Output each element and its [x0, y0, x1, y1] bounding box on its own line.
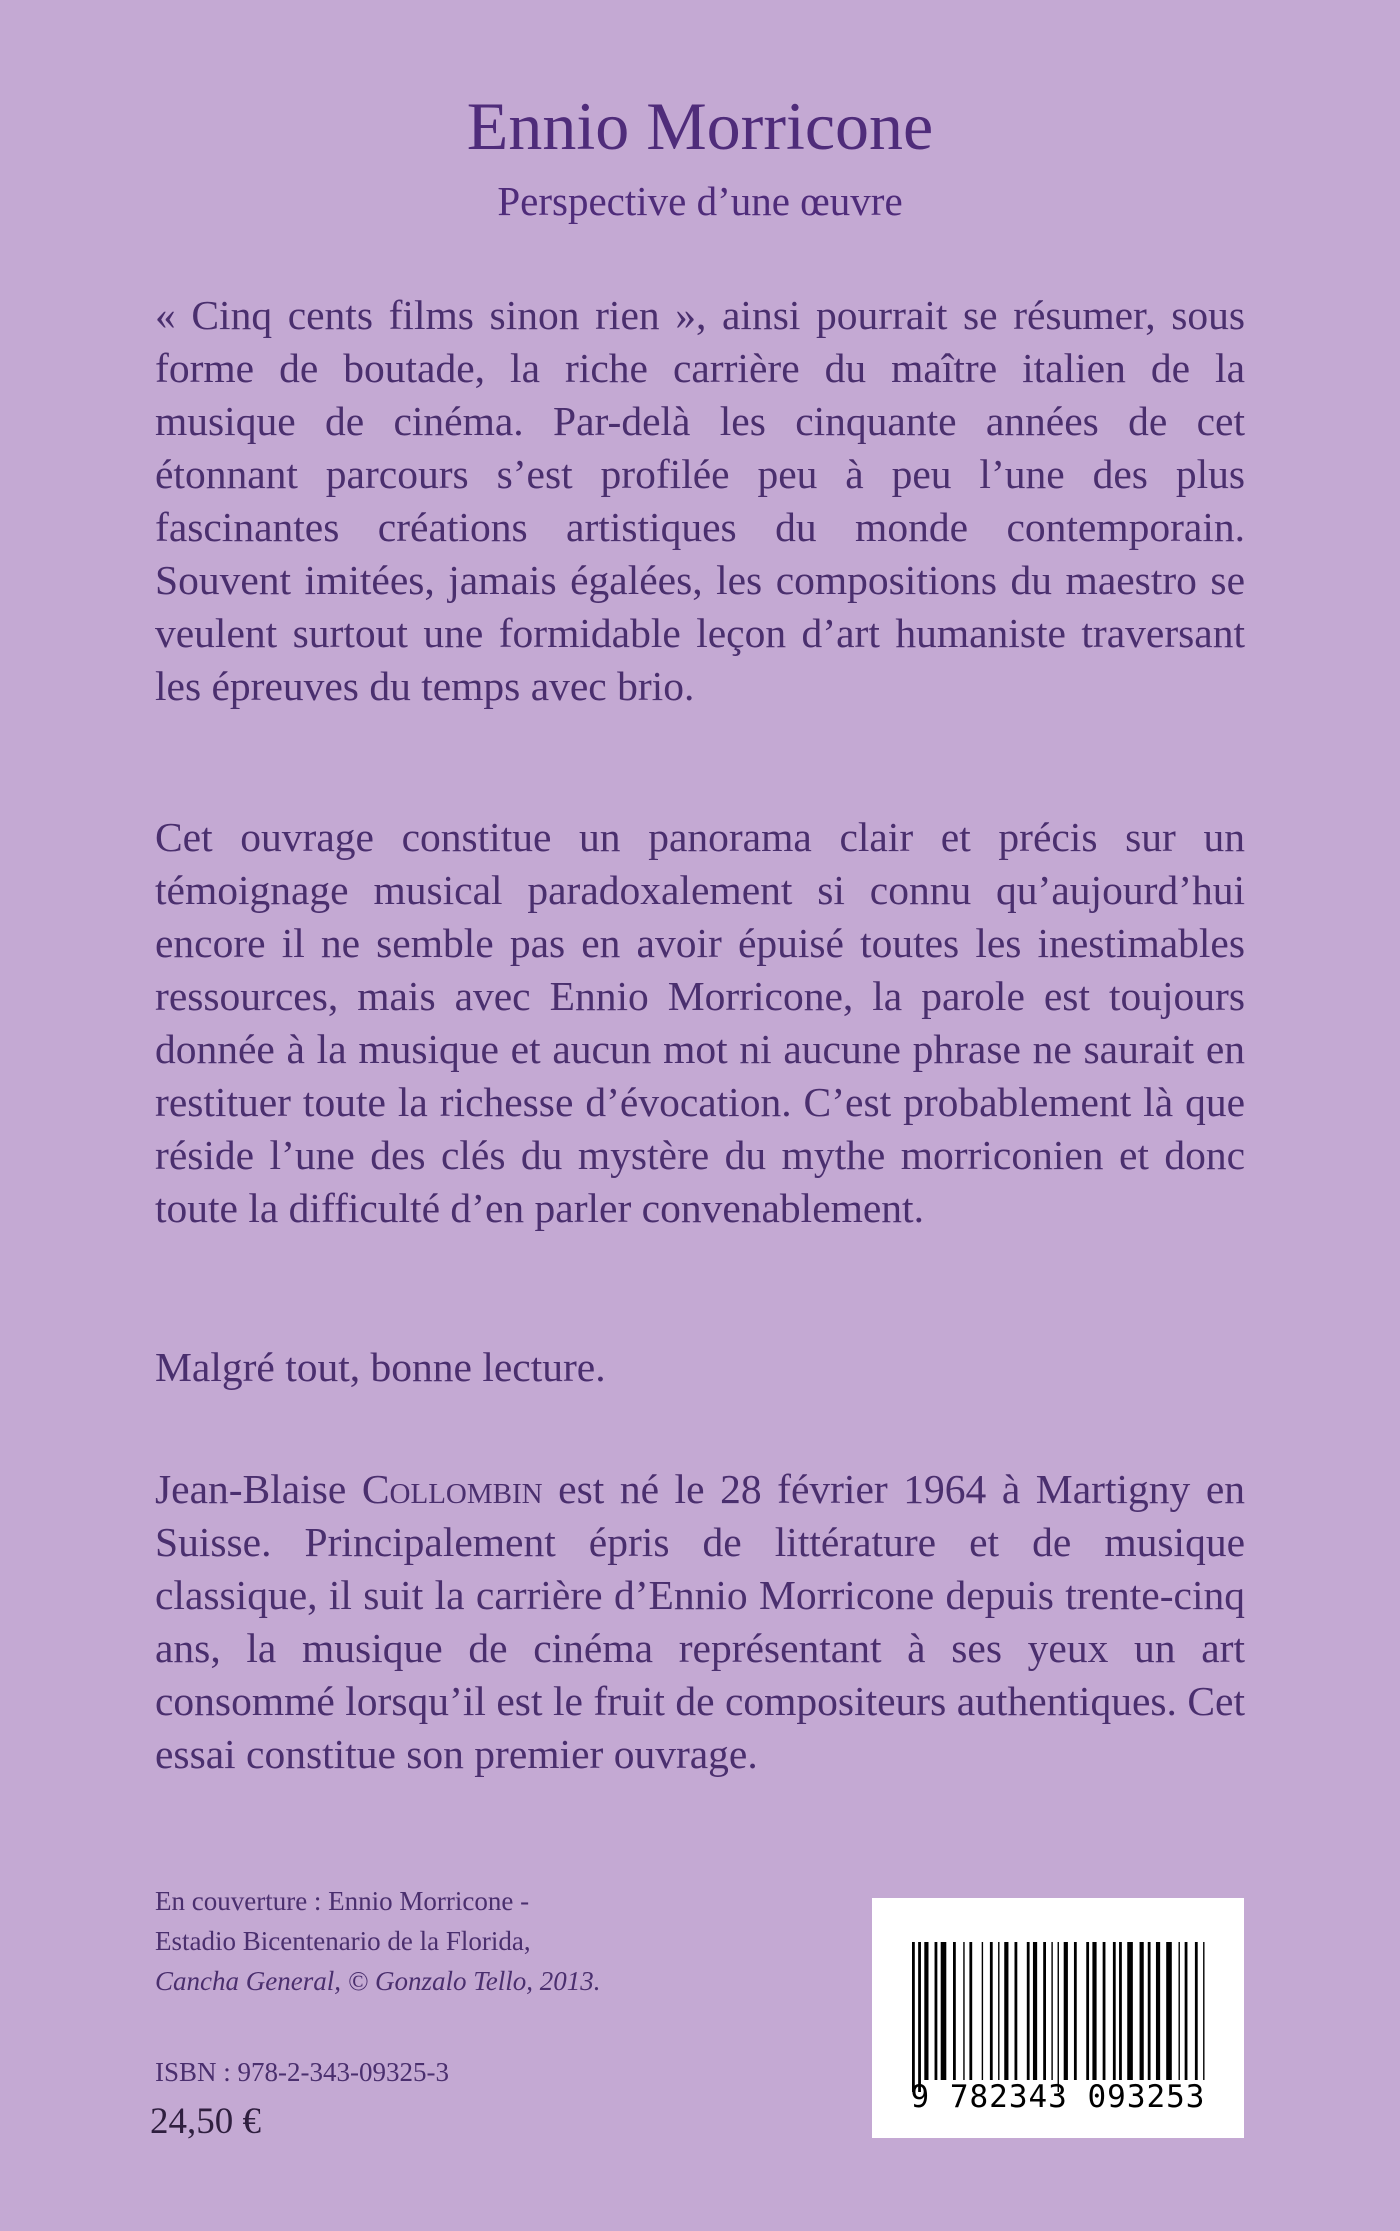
barcode-bar	[1051, 1942, 1052, 2080]
barcode-bar	[953, 1942, 956, 2080]
blurb-paragraph-2: Cet ouvrage constitue un panorama clair et précis sur un témoignage musical paradoxalement si connu qu’aujourd’hui encore il ne semble pas en avoir épuisé toutes les inestimables ressources, mais avec Ennio Morricone, la parole est toujours donnée à la musique et aucun mot ni aucune phrase ne saurait en restituer toute la richesse d’évocation. C’est probablement là que réside l’une des clés du mystère du mythe morriconien et donc toute la difficulté d’en parler convenablement.	[155, 814, 1245, 1231]
barcode-bar	[1185, 1942, 1188, 2080]
author-bio-text: est né le 28 février 1964 à Martigny en Suisse. Principalement épris de littérature et de musique classique, il suit la carrière d’Ennio Morricone depuis trente-cinq ans, la musique de cinéma représentant à ses yeux un art consommé lorsqu’il est le fruit de compositeurs authentiques. Cet essai constitue son premier ouvrage.	[155, 1466, 1245, 1777]
cover-credit-line-1: En couverture : Ennio Morricone -	[155, 1886, 530, 1916]
barcode-bar	[924, 1942, 928, 2080]
isbn: ISBN : 978-2-343-09325-3	[155, 2057, 449, 2087]
barcode-bar	[918, 1942, 921, 2092]
barcode-bar	[1033, 1942, 1037, 2080]
barcode-bar	[1179, 1942, 1180, 2080]
cover-credit-line-3: Cancha General, © Gonzalo Tello, 2013.	[155, 1966, 601, 1996]
barcode-bar	[982, 1942, 983, 2080]
barcode-bar	[1004, 1942, 1008, 2080]
barcode-bar	[1113, 1942, 1116, 2080]
barcode-bar	[1127, 1942, 1133, 2080]
author-bio	[155, 1463, 1245, 1781]
barcode-bar	[969, 1942, 972, 2080]
barcode-bar	[941, 1942, 947, 2080]
barcode-bar	[1156, 1942, 1160, 2080]
barcode-bar	[1140, 1942, 1144, 2080]
barcode-bar	[1092, 1942, 1096, 2080]
author-last-name: Collombin	[361, 1466, 543, 1512]
barcode-bar	[990, 1942, 993, 2080]
barcode-bar	[1195, 1942, 1198, 2080]
author-first-name: Jean-Blaise	[155, 1466, 347, 1512]
barcode-bar	[1064, 1942, 1068, 2080]
barcode-bar	[1203, 1942, 1204, 2080]
book-subtitle: Perspective d’une œuvre	[497, 178, 903, 224]
blurb-paragraph-3: Malgré tout, bonne lecture.	[155, 1344, 606, 1390]
barcode-bar	[935, 1942, 938, 2080]
barcode-bar	[1119, 1942, 1122, 2080]
barcode-bar	[998, 1942, 999, 2080]
cover-credit-line-2: Estadio Bicentenario de la Florida,	[155, 1926, 531, 1956]
barcode-bar	[1058, 1942, 1059, 2092]
barcode-bar	[1027, 1942, 1030, 2080]
cover-credit	[155, 1881, 655, 2001]
barcode-bar	[1166, 1942, 1172, 2080]
book-title: Ennio Morricone	[466, 88, 934, 164]
barcode-bar	[1148, 1942, 1151, 2080]
barcode-bar	[1043, 1942, 1046, 2080]
barcode-bar	[1015, 1942, 1018, 2080]
barcode-digits: 9 782343 093253	[910, 2079, 1206, 2115]
barcode-bar	[1074, 1942, 1077, 2080]
barcode-bar	[1086, 1942, 1089, 2080]
barcode-bar	[1103, 1942, 1106, 2080]
blurb-paragraph-1: « Cinq cents films sinon rien », ainsi pourrait se résumer, sous forme de boutade, la riche carrière du maître italien de la musique de cinéma. Par-delà les cinquante années de cet étonnant parcours s’est profilée peu à peu l’une des plus fascinantes créations artistiques du monde contemporain. Souvent imitées, jamais égalées, les compositions du maestro se veulent surtout une formidable leçon d’art humaniste traversant les épreuves du temps avec brio.	[155, 292, 1245, 709]
barcode-bar	[963, 1942, 964, 2080]
price: 24,50 €	[150, 2101, 261, 2142]
barcode	[872, 1898, 1244, 2138]
barcode-bar	[912, 1942, 915, 2092]
